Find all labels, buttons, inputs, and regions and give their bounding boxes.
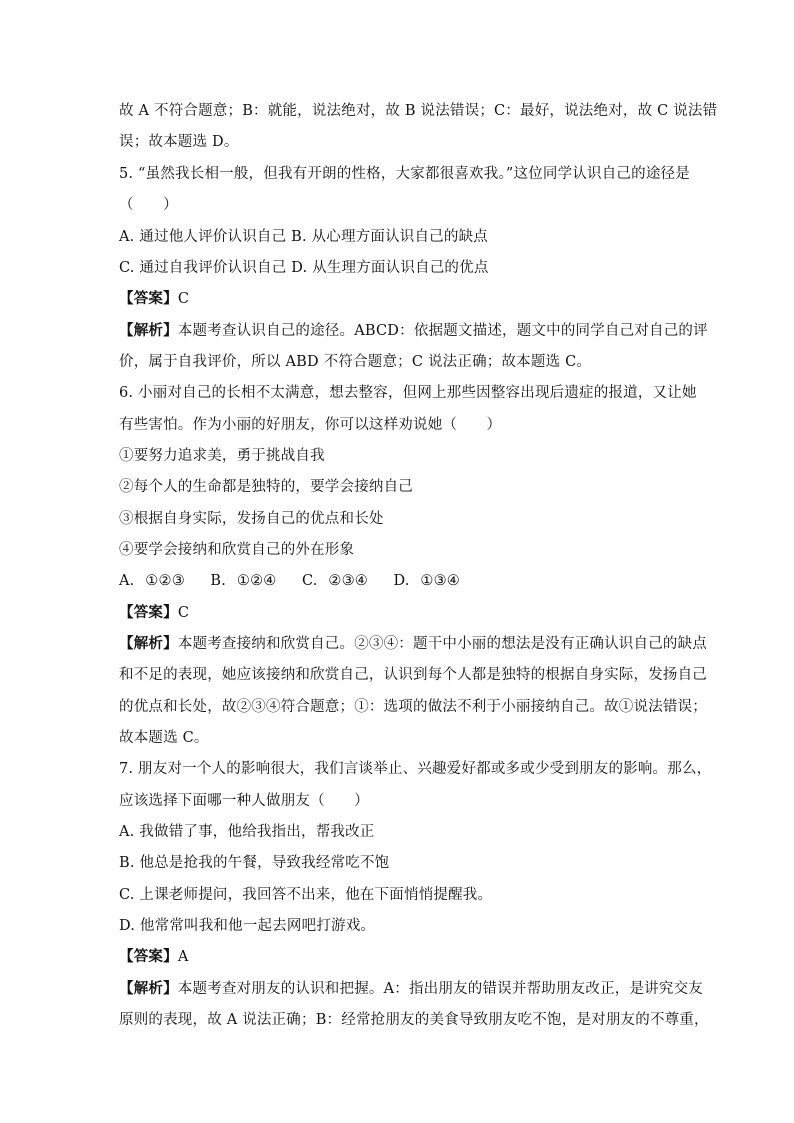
question-7-analysis — [119, 979, 703, 999]
text-line: 价，属于自我评价，所以 ABD 不符合题意；C 说法正确；故本题选 C。 — [119, 354, 592, 370]
question-5-analysis — [119, 321, 708, 341]
question-6-item-3: ③根据自身实际，发扬自己的优点和长处 — [119, 511, 384, 527]
text-line: 误；故本题选 D。 — [119, 134, 239, 150]
answer-label: 【答案】 — [119, 290, 178, 307]
analysis-label: 【解析】 — [119, 980, 178, 997]
question-6-stem: 6. 小丽对自己的长相不太满意，想去整容，但网上那些因整容出现后遗症的报道，又让她 — [119, 385, 697, 401]
question-5-blank: （ ） — [119, 197, 178, 213]
question-7-answer — [119, 947, 679, 967]
question-5-options-cd: C. 通过自我评价认识自己 D. 从生理方面认识自己的优点 — [119, 260, 489, 276]
analysis-label: 【解析】 — [119, 635, 178, 652]
question-7-option-d: D. 他常常叫我和他一起去网吧打游戏。 — [119, 918, 376, 934]
question-7-option-a: A. 我做错了事，他给我指出，帮我改正 — [119, 824, 375, 840]
question-5-answer — [119, 289, 679, 309]
question-5-stem: 5. “虽然我长相一般，但我有开朗的性格，大家都很喜欢我。”这位同学认识自己的途径是 — [119, 166, 690, 182]
question-6-item-4: ④要学会接纳和欣赏自己的外在形象 — [119, 542, 355, 558]
question-7-stem: 7. 朋友对一个人的影响很大，我们言谈举止、兴趣爱好都或多或少受到朋友的影响。那么， — [119, 761, 712, 777]
question-7-stem-cont: 应该选择下面哪一种人做朋友（ ） — [119, 793, 369, 809]
question-5-options-ab: A. 通过他人评价认识自己 B. 从心理方面认识自己的缺点 — [119, 229, 488, 245]
question-6-stem-cont: 有些害怕。作为小丽的好朋友，你可以这样劝说她（ ） — [119, 417, 502, 433]
text-line: 故 A 不符合题意；B：就能，说法绝对，故 B 说法错误；C：最好，说法绝对，故 C 说法错 — [119, 103, 718, 119]
analysis-text: 本题考查认识自己的途径。ABCD：依据题文描述，题文中的同学自己对自己的评 — [177, 323, 708, 339]
analysis-text: 本题考查接纳和欣赏自己。②③④：题干中小丽的想法是没有正确认识自己的缺点 — [177, 636, 708, 652]
answer-value: C — [177, 605, 190, 621]
question-6-item-1: ①要努力追求美，勇于挑战自我 — [119, 448, 325, 464]
question-6-answer — [119, 603, 679, 623]
text-line: 的优点和长处，故②③④符合题意；①：选项的做法不利于小丽接纳自己。故①说法错误； — [119, 699, 707, 715]
question-6-item-2: ②每个人的生命都是独特的，要学会接纳自己 — [119, 479, 413, 495]
analysis-label: 【解析】 — [119, 322, 178, 339]
question-7-option-c: C. 上课老师提问，我回答不出来，他在下面悄悄提醒我。 — [119, 887, 493, 903]
question-6-options: A. ①②③ B. ①②④ C. ②③④ D. ①③④ — [119, 573, 461, 589]
answer-value: A — [177, 949, 189, 965]
answer-value: C — [177, 291, 190, 307]
question-7-option-b: B. 他总是抢我的午餐，导致我经常吃不饱 — [119, 855, 390, 871]
text-line: 故本题选 C。 — [119, 730, 209, 746]
question-6-analysis — [119, 634, 708, 654]
answer-label: 【答案】 — [119, 604, 178, 621]
analysis-text: 本题考查对朋友的认识和把握。A：指出朋友的错误并帮助朋友改正，是讲究交友 — [177, 981, 703, 997]
answer-label: 【答案】 — [119, 948, 178, 965]
text-line: 和不足的表现，她应该接纳和欣赏自己，认识到每个人都是独特的根据自身实际，发扬自己 — [119, 667, 707, 683]
text-line: 原则的表现，故 A 说法正确；B：经常抢朋友的美食导致朋友吃不饱，是对朋友的不尊重， — [119, 1012, 709, 1028]
